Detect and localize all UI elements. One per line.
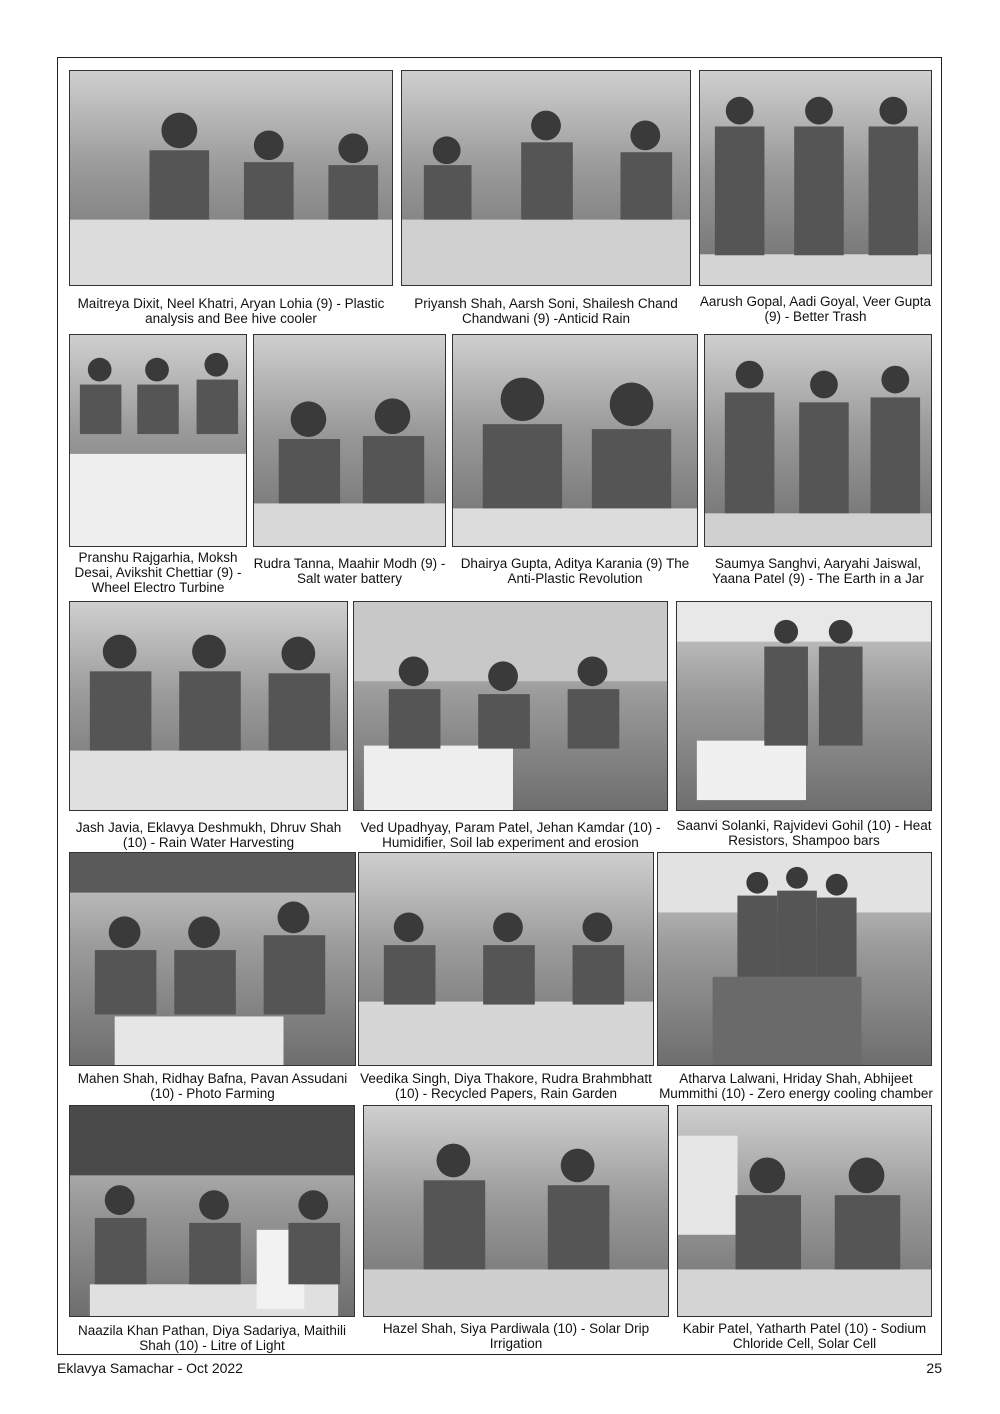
caption-12: Veedika Singh, Diya Thakore, Rudra Brahmbhatt (10) - Recycled Papers, Rain Garden: [360, 1071, 652, 1101]
caption-3: Aarush Gopal, Aadi Goyal, Veer Gupta (9) - Better Trash: [699, 294, 932, 324]
photo-13: [657, 852, 932, 1066]
photo-1: [69, 70, 393, 286]
caption-5: Rudra Tanna, Maahir Modh (9) - Salt water battery: [253, 556, 446, 586]
caption-8: Jash Javia, Eklavya Deshmukh, Dhruv Shah (10) - Rain Water Harvesting: [75, 820, 342, 850]
caption-7: Saumya Sanghvi, Aaryahi Jaiswal, Yaana Patel (9) - The Earth in a Jar: [712, 556, 924, 586]
photo-7: [704, 334, 932, 547]
photo-4: [69, 334, 247, 547]
photo-16: [677, 1105, 932, 1317]
caption-6: Dhairya Gupta, Aditya Karania (9) The Anti-Plastic Revolution: [460, 556, 690, 586]
caption-15: Hazel Shah, Siya Pardiwala (10) - Solar Drip Irrigation: [382, 1321, 650, 1351]
caption-9: Ved Upadhyay, Param Patel, Jehan Kamdar (10) - Humidifier, Soil lab experiment and erosion: [360, 820, 661, 850]
photo-2: [401, 70, 691, 286]
photo-11: [69, 852, 356, 1066]
photo-5: [253, 334, 446, 547]
publication-footer: Eklavya Samachar - Oct 2022: [57, 1360, 243, 1376]
photo-8: [69, 601, 348, 811]
page-number: 25: [926, 1360, 942, 1376]
photo-12: [358, 852, 654, 1066]
caption-10: Saanvi Solanki, Rajvidevi Gohil (10) - Heat Resistors, Shampoo bars: [676, 818, 932, 848]
caption-13: Atharva Lalwani, Hriday Shah, Abhijeet Mummithi (10) - Zero energy cooling chamber: [659, 1071, 933, 1101]
photo-9: [353, 601, 668, 811]
photo-15: [363, 1105, 669, 1317]
caption-2: Priyansh Shah, Aarsh Soni, Shailesh Chand Chandwani (9) -Anticid Rain: [414, 296, 678, 326]
photo-3: [699, 70, 932, 286]
photo-10: [676, 601, 932, 811]
caption-14: Naazila Khan Pathan, Diya Sadariya, Maithili Shah (10) - Litre of Light: [78, 1323, 346, 1353]
caption-16: Kabir Patel, Yatharth Patel (10) - Sodium Chloride Cell, Solar Cell: [682, 1321, 927, 1351]
photo-14: [69, 1105, 355, 1317]
photo-6: [452, 334, 698, 547]
caption-4: Pranshu Rajgarhia, Moksh Desai, Avikshit Chettiar (9) - Wheel Electro Turbine: [74, 550, 242, 595]
caption-1: Maitreya Dixit, Neel Khatri, Aryan Lohia (9) - Plastic analysis and Bee hive cooler: [77, 296, 385, 326]
caption-11: Mahen Shah, Ridhay Bafna, Pavan Assudani (10) - Photo Farming: [77, 1071, 348, 1101]
